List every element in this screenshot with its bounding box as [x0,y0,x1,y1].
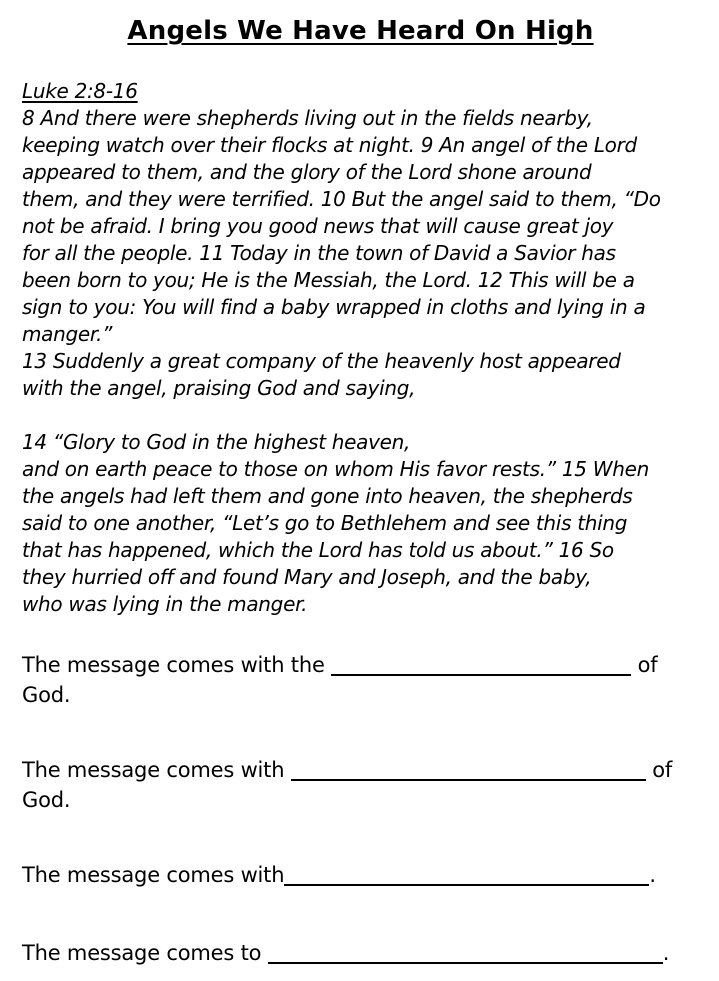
passage-line: not be afraid. I bring you good news that will cause great joy [22,214,614,238]
question-3-answer-blank [284,872,649,886]
question-1-text-before: The message comes with the [22,653,332,677]
question-4-answer-blank [268,950,663,964]
question-1 [22,650,699,710]
question-1-text-after: of [631,653,658,677]
passage-line: they hurried off and found Mary and Joseph, and the baby, [22,565,592,589]
fill-in-questions [22,650,699,968]
worksheet-page [22,14,699,968]
passage-lines [22,105,699,618]
page-title: Angels We Have Heard On High [127,16,594,46]
question-2-answer-blank [291,767,646,781]
passage-line: and on earth peace to those on whom His favor rests.” 15 When [22,457,650,481]
question-1-answer-blank [331,662,631,676]
passage-line: sign to you: You will find a baby wrapped in cloths and lying in a [22,295,646,319]
passage-line: 8 And there were shepherds living out in the fields nearby, [22,106,593,130]
question-2-continuation: God. [22,788,71,812]
question-4-text-after: . [662,941,670,965]
passage-line [22,402,699,429]
passage-line: that has happened, which the Lord has told us about.” 16 So [22,538,614,562]
question-4-text-before: The message comes to [22,941,268,965]
passage-line: the angels had left them and gone into heaven, the shepherds [22,484,633,508]
question-2-text-after: of [645,758,673,782]
question-4 [22,938,699,968]
question-2 [22,755,699,815]
question-3 [22,860,699,890]
passage-line: said to one another, “Let’s go to Bethlehem and see this thing [22,511,628,535]
passage-line: appeared to them, and the glory of the Lord shone around [22,160,592,184]
passage-line: who was lying in the manger. [22,592,308,616]
passage-line: with the angel, praising God and saying, [22,376,416,400]
question-3-text-before: The message comes with [22,863,285,887]
passage-line: for all the people. 11 Today in the town of David a Savior has [22,241,616,265]
passage-line: manger.” [22,322,113,346]
passage-line: keeping watch over their flocks at night. 9 An angel of the Lord [22,133,637,157]
scripture-passage [22,78,699,618]
passage-line: them, and they were terrified. 10 But the angel said to them, “Do [22,187,661,211]
question-3-text-after: . [649,863,656,887]
question-1-continuation: God. [22,683,71,707]
passage-line: 14 “Glory to God in the highest heaven, [22,430,411,454]
passage-line: 13 Suddenly a great company of the heavenly host appeared [22,349,621,373]
passage-line: been born to you; He is the Messiah, the Lord. 12 This will be a [22,268,635,292]
scripture-reference: Luke 2:8-16 [22,79,138,103]
question-2-text-before: The message comes with [22,758,291,782]
